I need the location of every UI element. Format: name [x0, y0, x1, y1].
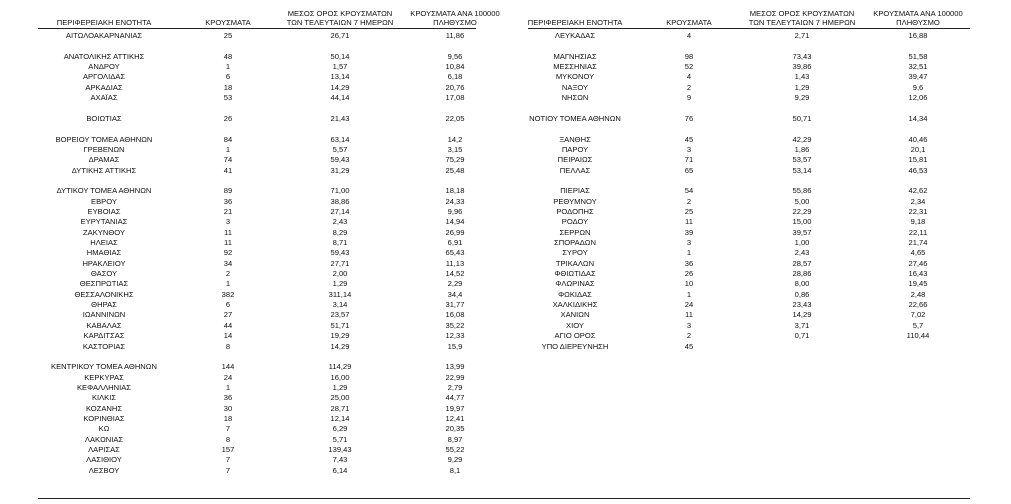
cases-value: 27: [223, 310, 233, 320]
avg-7day-value: 39,86: [792, 62, 812, 72]
region-name: ΚΟΡΙΝΘΙΑΣ: [83, 413, 125, 423]
avg-7day-value: 5,71: [332, 434, 348, 444]
per100k-value: 12,41: [445, 413, 465, 423]
per100k-value: 40,46: [908, 134, 928, 144]
cases-value: 11: [685, 310, 693, 320]
region-name: ΚΑΡΔΙΤΣΑΣ: [83, 331, 125, 341]
cases-value: 6: [225, 72, 231, 82]
cases-value: 84: [223, 134, 233, 144]
avg-7day-value: 139,43: [328, 445, 352, 454]
avg-7day-value: 31,29: [330, 165, 350, 175]
avg-7day-value: 26,71: [330, 31, 350, 40]
cases-value: 3: [225, 217, 231, 227]
region-name: ΑΡΓΟΛΙΔΑΣ: [82, 72, 126, 82]
region-name: ΣΕΡΡΩΝ: [559, 227, 591, 237]
per100k-value: 55,22: [445, 445, 465, 454]
region-name: ΕΥΒΟΙΑΣ: [87, 206, 121, 216]
header-per100k-line2: ΠΛΗΘΥΣΜΟ: [896, 18, 940, 27]
cases-value: 2: [686, 331, 692, 341]
cases-value: 89: [223, 186, 233, 196]
per100k-value: 17,08: [445, 93, 465, 103]
avg-7day-value: 16,00: [330, 372, 350, 382]
per100k-value: 21,74: [908, 238, 928, 247]
region-name: ΚΕΝΤΡΙΚΟΥ ΤΟΜΕΑ ΑΘΗΝΩΝ: [51, 362, 157, 372]
cases-value: 18: [223, 413, 233, 423]
region-name: ΚΕΦΑΛΛΗΝΙΑΣ: [76, 382, 132, 392]
cases-value: 76: [684, 113, 694, 123]
cases-value: 8: [225, 341, 231, 351]
region-name: ΗΛΕΙΑΣ: [90, 238, 118, 247]
avg-7day-value: 38,86: [330, 196, 350, 206]
region-name: ΝΟΤΙΟΥ ΤΟΜΕΑ ΑΘΗΝΩΝ: [529, 113, 621, 123]
cases-value: 26: [684, 269, 694, 279]
per100k-value: 26,99: [445, 227, 465, 237]
region-name: ΞΑΝΘΗΣ: [559, 134, 591, 144]
cases-value: 52: [684, 62, 694, 72]
avg-7day-value: 5,00: [794, 196, 810, 206]
per100k-value: 11,86: [445, 31, 465, 40]
avg-7day-value: 28,86: [792, 269, 812, 279]
region-name: ΜΥΚΟΝΟΥ: [555, 72, 595, 82]
cases-value: 1: [225, 279, 231, 289]
avg-7day-value: 1,29: [332, 382, 348, 392]
avg-7day-value: 0,86: [794, 289, 810, 299]
cases-value: 65: [684, 165, 694, 175]
region-name: ΙΩΑΝΝΙΝΩΝ: [82, 310, 126, 320]
per100k-value: 19,97: [445, 403, 465, 413]
per100k-value: 14,34: [908, 113, 928, 123]
region-name: ΡΟΔΟΥ: [561, 217, 589, 227]
avg-7day-value: 8,29: [332, 227, 348, 237]
region-name: ΑΙΤΩΛΟΑΚΑΡΝΑΝΙΑΣ: [65, 31, 143, 40]
per100k-value: 11,13: [445, 258, 465, 268]
header-underline: [38, 28, 476, 29]
avg-7day-value: 3,71: [794, 320, 810, 330]
region-name: ΚΙΛΚΙΣ: [91, 393, 117, 403]
header-cases: ΚΡΟΥΣΜΑΤΑ: [666, 18, 712, 27]
region-name: ΑΡΚΑΔΙΑΣ: [85, 82, 123, 92]
avg-7day-value: 1,29: [332, 279, 348, 289]
cases-value: 4: [686, 72, 692, 82]
region-name: ΚΕΡΚΥΡΑΣ: [84, 372, 124, 382]
per100k-value: 12,06: [908, 93, 928, 103]
avg-7day-value: 1,29: [794, 82, 810, 92]
region-name: ΝΑΞΟΥ: [561, 82, 589, 92]
per100k-value: 35,22: [445, 320, 465, 330]
cases-value: 3: [686, 238, 692, 247]
cases-value: 8: [225, 434, 231, 444]
cases-value: 4: [686, 31, 692, 40]
per100k-value: 6,18: [447, 72, 463, 82]
per100k-value: 42,62: [908, 186, 928, 196]
per100k-value: 8,1: [449, 465, 461, 475]
region-name: ΘΑΣΟΥ: [90, 269, 118, 279]
cases-value: 1: [225, 144, 231, 154]
header-region: ΠΕΡΙΦΕΡΕΙΑΚΗ ΕΝΟΤΗΤΑ: [56, 18, 152, 27]
cases-value: 11: [224, 238, 232, 247]
region-name: ΚΑΒΑΛΑΣ: [86, 320, 122, 330]
avg-7day-value: 28,71: [330, 403, 350, 413]
region-name: ΛΑΚΩΝΙΑΣ: [84, 434, 124, 444]
cases-value: 24: [223, 372, 233, 382]
per100k-value: 9,96: [447, 206, 463, 216]
header-avg-line1: ΜΕΣΟΣ ΟΡΟΣ ΚΡΟΥΣΜΑΤΩΝ: [287, 9, 393, 18]
per100k-value: 16,08: [445, 310, 465, 320]
per100k-value: 15,9: [447, 341, 463, 351]
per100k-value: 2,34: [910, 196, 926, 206]
header-underline: [528, 28, 970, 29]
per100k-value: 14,2: [447, 134, 463, 144]
cases-value: 144: [221, 362, 235, 372]
per100k-value: 22,99: [445, 372, 465, 382]
region-name: ΜΕΣΣΗΝΙΑΣ: [553, 62, 597, 72]
per100k-value: 44,77: [445, 393, 465, 403]
region-name: ΑΓΙΟ ΟΡΟΣ: [554, 331, 596, 341]
avg-7day-value: 27,71: [330, 258, 350, 268]
cases-value: 157: [221, 445, 235, 454]
per100k-value: 13,99: [445, 362, 465, 372]
region-name: ΡΕΘΥΜΝΟΥ: [553, 196, 597, 206]
cases-value: 9: [686, 93, 692, 103]
header-avg-line2: ΤΩΝ ΤΕΛΕΥΤΑΙΩΝ 7 ΗΜΕΡΩΝ: [748, 18, 856, 27]
avg-7day-value: 2,43: [794, 248, 810, 258]
cases-value: 71: [684, 155, 694, 165]
per100k-value: 14,52: [445, 269, 465, 279]
region-name: ΦΩΚΙΔΑΣ: [558, 289, 592, 299]
per100k-value: 20,35: [445, 424, 465, 434]
cases-value: 26: [223, 113, 233, 123]
cases-value: 36: [684, 258, 694, 268]
region-name: ΔΥΤΙΚΟΥ ΤΟΜΕΑ ΑΘΗΝΩΝ: [56, 186, 152, 196]
avg-7day-value: 53,14: [792, 165, 812, 175]
per100k-value: 51,58: [908, 51, 928, 61]
avg-7day-value: 13,14: [330, 72, 350, 82]
header-cases: ΚΡΟΥΣΜΑΤΑ: [205, 18, 251, 27]
per100k-value: 14,94: [445, 217, 465, 227]
cases-value: 25: [223, 31, 233, 40]
per100k-value: 16,43: [908, 269, 928, 279]
cases-value: 2: [686, 196, 692, 206]
per100k-value: 18,18: [445, 186, 465, 196]
cases-value: 39: [684, 227, 694, 237]
cases-value: 18: [223, 82, 233, 92]
avg-7day-value: 50,71: [792, 113, 812, 123]
region-name: ΠΕΛΛΑΣ: [559, 165, 591, 175]
avg-7day-value: 1,57: [332, 62, 348, 72]
region-name: ΕΥΡΥΤΑΝΙΑΣ: [80, 217, 128, 227]
header-avg-line1: ΜΕΣΟΣ ΟΡΟΣ ΚΡΟΥΣΜΑΤΩΝ: [749, 9, 855, 18]
avg-7day-value: 59,43: [330, 155, 350, 165]
region-name: ΝΗΣΩΝ: [561, 93, 589, 103]
avg-7day-value: 2,43: [332, 217, 348, 227]
region-name: ΛΑΣΙΘΙΟΥ: [86, 455, 122, 465]
per100k-value: 20,1: [910, 144, 926, 154]
per100k-value: 65,43: [445, 248, 465, 258]
per100k-value: 2,48: [910, 289, 926, 299]
region-name: ΔΥΤΙΚΗΣ ΑΤΤΙΚΗΣ: [71, 165, 137, 175]
cases-value: 98: [684, 51, 694, 61]
region-name: ΚΑΣΤΟΡΙΑΣ: [82, 341, 126, 351]
avg-7day-value: 1,00: [794, 238, 810, 247]
cases-value: 11: [685, 217, 693, 227]
cases-value: 7: [225, 455, 231, 465]
cases-value: 92: [223, 248, 233, 258]
avg-7day-value: 1,43: [794, 72, 810, 82]
per100k-value: 19,45: [908, 279, 928, 289]
per100k-value: 10,84: [445, 62, 465, 72]
region-name: ΡΟΔΟΠΗΣ: [556, 206, 594, 216]
cases-value: 1: [686, 248, 692, 258]
per100k-value: 31,77: [445, 300, 465, 310]
avg-7day-value: 9,29: [794, 93, 810, 103]
cases-value: 30: [223, 403, 233, 413]
per100k-value: 39,47: [908, 72, 928, 82]
cases-value: 2: [686, 82, 692, 92]
region-name: ΘΕΣΠΡΩΤΙΑΣ: [79, 279, 129, 289]
region-name: ΘΕΣΣΑΛΟΝΙΚΗΣ: [74, 289, 134, 299]
region-name: ΥΠΟ ΔΙΕΡΕΥΝΗΣΗ: [541, 341, 609, 351]
region-name: ΧΑΝΙΩΝ: [560, 310, 590, 320]
per100k-value: 25,48: [445, 165, 465, 175]
per100k-value: 4,65: [910, 248, 926, 258]
per100k-value: 27,46: [908, 258, 928, 268]
region-name: ΕΒΡΟΥ: [91, 196, 117, 206]
avg-7day-value: 22,29: [792, 206, 812, 216]
avg-7day-value: 8,00: [794, 279, 810, 289]
avg-7day-value: 19,29: [330, 331, 350, 341]
region-name: ΣΥΡΟΥ: [562, 248, 588, 258]
per100k-value: 46,53: [908, 165, 928, 175]
cases-value: 45: [684, 341, 694, 351]
avg-7day-value: 71,00: [330, 186, 350, 196]
avg-7day-value: 114,29: [328, 362, 352, 372]
avg-7day-value: 6,29: [332, 424, 348, 434]
per100k-value: 34,4: [447, 289, 463, 299]
per100k-value: 32,51: [908, 62, 928, 72]
avg-7day-value: 14,29: [330, 341, 350, 351]
region-name: ΜΑΓΝΗΣΙΑΣ: [553, 51, 597, 61]
per100k-value: 9,6: [912, 82, 924, 92]
region-name: ΚΟΖΑΝΗΣ: [85, 403, 123, 413]
per100k-value: 20,76: [445, 82, 465, 92]
per100k-value: 9,29: [447, 455, 463, 465]
region-name: ΔΡΑΜΑΣ: [88, 155, 120, 165]
avg-7day-value: 27,14: [330, 206, 350, 216]
cases-value: 34: [223, 258, 233, 268]
per100k-value: 16,88: [908, 31, 928, 40]
avg-7day-value: 5,57: [332, 144, 348, 154]
avg-7day-value: 6,14: [332, 465, 348, 475]
avg-7day-value: 28,57: [792, 258, 812, 268]
region-name: ΑΧΑΪΑΣ: [90, 93, 118, 103]
region-name: ΤΡΙΚΑΛΩΝ: [555, 258, 595, 268]
avg-7day-value: 25,00: [330, 393, 350, 403]
region-name: ΧΑΛΚΙΔΙΚΗΣ: [552, 300, 598, 310]
region-name: ΑΝΑΤΟΛΙΚΗΣ ΑΤΤΙΚΗΣ: [63, 51, 145, 61]
avg-7day-value: 55,86: [792, 186, 812, 196]
header-per100k-line1: ΚΡΟΥΣΜΑΤΑ ΑΝΑ 100000: [410, 9, 500, 18]
per100k-value: 15,81: [908, 155, 928, 165]
per100k-value: 9,56: [447, 51, 463, 61]
cases-value: 11: [224, 227, 232, 237]
per100k-value: 22,66: [908, 300, 928, 310]
per100k-value: 22,31: [908, 206, 928, 216]
cases-value: 7: [225, 465, 231, 475]
region-name: ΠΙΕΡΙΑΣ: [560, 186, 590, 196]
cases-value: 1: [686, 289, 692, 299]
cases-value: 3: [686, 320, 692, 330]
avg-7day-value: 0,71: [794, 331, 810, 341]
per100k-value: 12,33: [445, 331, 465, 341]
cases-value: 36: [223, 196, 233, 206]
cases-value: 6: [225, 300, 231, 310]
region-name: ΘΗΡΑΣ: [91, 300, 117, 310]
per100k-value: 2,79: [447, 382, 463, 392]
cases-value: 25: [684, 206, 694, 216]
region-name: ΗΡΑΚΛΕΙΟΥ: [82, 258, 126, 268]
cases-value: 48: [223, 51, 233, 61]
avg-7day-value: 1,86: [794, 144, 810, 154]
avg-7day-value: 44,14: [330, 93, 350, 103]
per100k-value: 22,05: [445, 113, 465, 123]
region-name: ΖΑΚΥΝΘΟΥ: [83, 227, 125, 237]
region-name: ΠΑΡΟΥ: [561, 144, 589, 154]
avg-7day-value: 50,14: [330, 51, 350, 61]
cases-value: 45: [684, 134, 694, 144]
avg-7day-value: 2,71: [794, 31, 810, 40]
header-per100k-line1: ΚΡΟΥΣΜΑΤΑ ΑΝΑ 100000: [873, 9, 963, 18]
region-name: ΛΑΡΙΣΑΣ: [88, 445, 120, 454]
cases-value: 54: [684, 186, 694, 196]
cases-value: 41: [223, 165, 233, 175]
avg-7day-value: 311,14: [328, 289, 352, 299]
per100k-value: 6,91: [447, 238, 463, 247]
region-name: ΗΜΑΘΙΑΣ: [86, 248, 122, 258]
avg-7day-value: 39,57: [792, 227, 812, 237]
avg-7day-value: 63,14: [330, 134, 350, 144]
cases-value: 44: [223, 320, 233, 330]
cases-value: 36: [223, 393, 233, 403]
per100k-value: 3,15: [447, 144, 463, 154]
per100k-value: 110,44: [906, 331, 930, 341]
header-avg-line2: ΤΩΝ ΤΕΛΕΥΤΑΙΩΝ 7 ΗΜΕΡΩΝ: [286, 18, 394, 27]
region-name: ΑΝΔΡΟΥ: [88, 62, 120, 72]
region-name: ΒΟΙΩΤΙΑΣ: [86, 113, 122, 123]
region-name: ΣΠΟΡΑΔΩΝ: [554, 238, 596, 247]
table-bottom-rule: [38, 498, 970, 499]
avg-7day-value: 23,57: [330, 310, 350, 320]
cases-value: 74: [223, 155, 233, 165]
per100k-value: 8,97: [447, 434, 463, 444]
avg-7day-value: 8,71: [332, 238, 348, 247]
region-name: ΦΘΙΩΤΙΔΑΣ: [554, 269, 596, 279]
avg-7day-value: 2,00: [332, 269, 348, 279]
avg-7day-value: 53,57: [792, 155, 812, 165]
cases-value: 1: [225, 382, 231, 392]
per100k-value: 24,33: [445, 196, 465, 206]
per100k-value: 22,11: [908, 227, 928, 237]
region-name: ΛΕΥΚΑΔΑΣ: [554, 31, 596, 40]
header-region: ΠΕΡΙΦΕΡΕΙΑΚΗ ΕΝΟΤΗΤΑ: [527, 18, 623, 27]
cases-value: 24: [684, 300, 694, 310]
region-name: ΒΟΡΕΙΟΥ ΤΟΜΕΑ ΑΘΗΝΩΝ: [55, 134, 153, 144]
avg-7day-value: 59,43: [330, 248, 350, 258]
avg-7day-value: 3,14: [332, 300, 348, 310]
avg-7day-value: 12,14: [330, 413, 350, 423]
cases-value: 7: [225, 424, 231, 434]
region-name: ΠΕΙΡΑΙΩΣ: [557, 155, 593, 165]
avg-7day-value: 7,43: [332, 455, 348, 465]
region-name: ΛΕΣΒΟΥ: [88, 465, 120, 475]
region-name: ΚΩ: [98, 424, 110, 434]
cases-value: 2: [225, 269, 231, 279]
region-name: ΓΡΕΒΕΝΩΝ: [83, 144, 125, 154]
cases-value: 1: [225, 62, 231, 72]
cases-value: 14: [223, 331, 233, 341]
avg-7day-value: 21,43: [330, 113, 350, 123]
cases-value: 3: [686, 144, 692, 154]
region-name: ΦΛΩΡΙΝΑΣ: [555, 279, 595, 289]
header-per100k-line2: ΠΛΗΘΥΣΜΟ: [433, 18, 477, 27]
cases-value: 53: [223, 93, 233, 103]
region-name: ΧΙΟΥ: [566, 320, 584, 330]
avg-7day-value: 15,00: [792, 217, 812, 227]
cases-value: 382: [221, 289, 235, 299]
per100k-value: 2,29: [447, 279, 463, 289]
cases-value: 21: [223, 206, 233, 216]
avg-7day-value: 14,29: [330, 82, 350, 92]
per100k-value: 7,02: [910, 310, 926, 320]
avg-7day-value: 23,43: [792, 300, 812, 310]
per100k-value: 9,18: [910, 217, 926, 227]
avg-7day-value: 42,29: [792, 134, 812, 144]
avg-7day-value: 51,71: [330, 320, 350, 330]
avg-7day-value: 14,29: [792, 310, 812, 320]
per100k-value: 5,7: [912, 320, 924, 330]
avg-7day-value: 73,43: [792, 51, 812, 61]
cases-value: 10: [684, 279, 694, 289]
per100k-value: 75,29: [445, 155, 465, 165]
